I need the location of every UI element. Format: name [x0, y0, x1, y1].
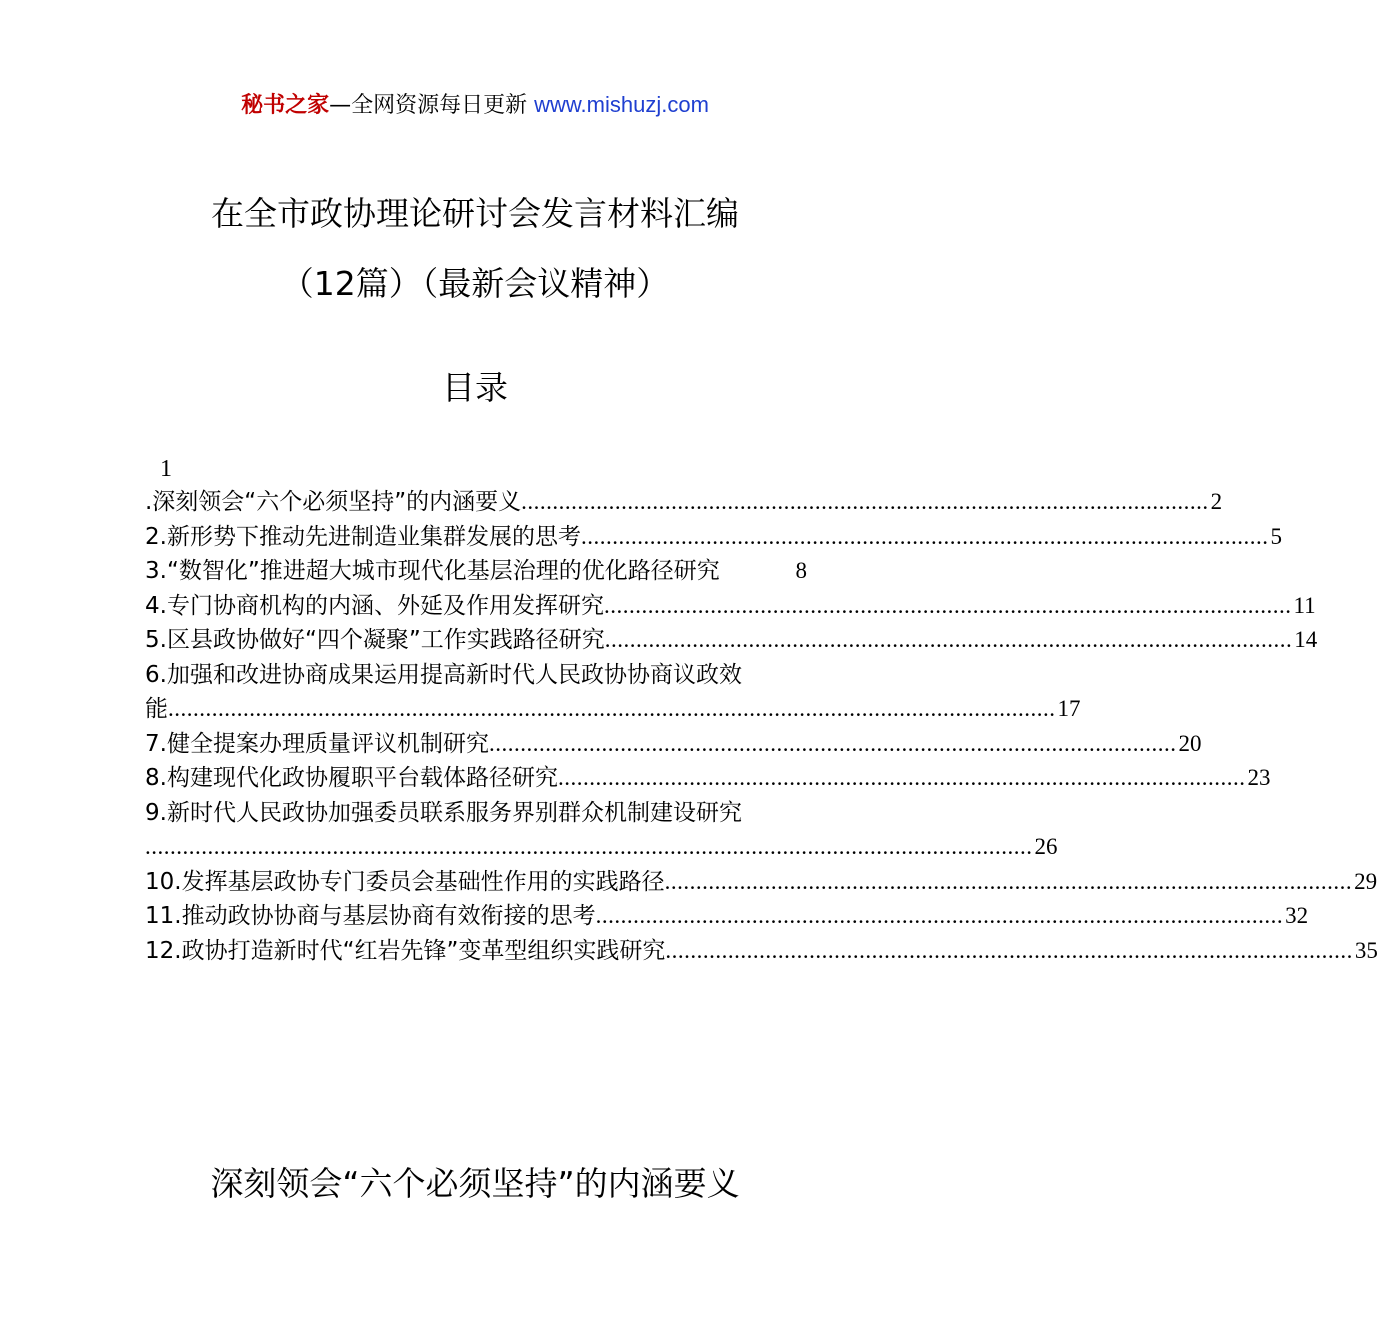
toc-entry-page: 23 [1247, 765, 1271, 790]
toc-entry-label: 5.区县政协做好“四个凝聚”工作实践路径研究 [145, 627, 605, 653]
toc-entry-label: 12.政协打造新时代“红岩先锋”变革型组织实践研究 [145, 937, 666, 964]
toc-entry-page: 26 [1034, 834, 1058, 859]
site-url-link[interactable]: www.mishuzj.com [534, 92, 709, 117]
toc-entry-label-continued: 能 [145, 696, 168, 722]
toc-entry-label: 11.推动政协协商与基层协商有效衔接的思考 [145, 903, 596, 929]
toc-entry-page: 11 [1293, 592, 1316, 618]
toc-entry-label: 3.“数智化”推进超大城市现代化基层治理的优化路径研究 [145, 558, 720, 584]
toc-entry-3[interactable] [145, 554, 807, 589]
document-title: 在全市政协理论研讨会发言材料汇编 [211, 194, 739, 233]
toc-entry-7[interactable] [145, 727, 1202, 762]
toc-entry-page: 17 [1057, 696, 1081, 721]
toc-entry-page: 8 [795, 558, 807, 583]
toc-entry-4[interactable] [145, 589, 1316, 624]
toc-entry-label: .深刻领会“六个必须坚持”的内涵要义 [145, 489, 522, 515]
toc-leader-dots: .............................................................................................................. [521, 489, 1209, 514]
toc-entry-label: 6.加强和改进协商成果运用提高新时代人民政协协商议政效 [145, 661, 742, 688]
toc-entry-page: 2 [1210, 489, 1223, 514]
toc-leader-dots: .............................................................................................................................................. [168, 696, 1056, 721]
toc-entry-5[interactable] [145, 623, 1318, 658]
toc-entry-page: 20 [1178, 730, 1202, 756]
toc-entry-label: 9.新时代人民政协加强委员联系服务界别群众机制建设研究 [145, 799, 742, 826]
document-subtitle: （12篇）（最新会议精神） [280, 264, 670, 303]
toc-leader-dots: .............................................................................................................. [488, 730, 1177, 756]
toc-leader-dots: .............................................................................................................. [604, 627, 1293, 652]
toc-entry-2[interactable] [145, 520, 1282, 555]
toc-first-number: 1 [160, 456, 172, 482]
toc-entry-6[interactable] [145, 658, 807, 693]
toc-leader-dots: .............................................................................................................. [595, 903, 1284, 928]
toc-entry-9-continued[interactable] [145, 830, 1058, 865]
toc-entry-page: 32 [1285, 903, 1309, 928]
site-banner [0, 90, 950, 121]
toc-entry-label: 4.专门协商机构的内涵、外延及作用发挥研究 [145, 592, 604, 619]
table-of-contents [145, 485, 1378, 968]
toc-entry-8[interactable] [145, 761, 1271, 796]
toc-leader-dots [720, 554, 794, 589]
toc-heading: 目录 [442, 368, 508, 407]
toc-entry-page: 5 [1270, 523, 1282, 549]
toc-entry-label: 10.发挥基层政协专门委员会基础性作用的实践路径 [145, 868, 665, 895]
toc-leader-dots: .............................................................................................................. [603, 592, 1292, 618]
brand-name: 秘书之家 [241, 93, 330, 118]
toc-entry-11[interactable] [145, 899, 1309, 934]
toc-leader-dots: .............................................................................................................. [664, 868, 1353, 894]
toc-entry-label: 8.构建现代化政协履职平台载体路径研究 [145, 765, 558, 791]
section-heading: 深刻领会“六个必须坚持”的内涵要义 [210, 1164, 740, 1203]
toc-entry-12[interactable] [145, 934, 1378, 969]
toc-entry-9[interactable] [145, 796, 807, 831]
toc-entry-page: 35 [1354, 937, 1378, 963]
toc-entry-page: 29 [1354, 868, 1378, 894]
toc-entry-1[interactable] [145, 485, 1223, 520]
toc-entry-page: 14 [1294, 627, 1318, 652]
toc-entry-label: 2.新形势下推动先进制造业集群发展的思考 [145, 523, 581, 550]
toc-entry-label: 7.健全提案办理质量评议机制研究 [145, 730, 489, 757]
toc-leader-dots: .............................................................................................................. [580, 523, 1269, 549]
toc-leader-dots: .............................................................................................................................................. [145, 834, 1033, 859]
toc-entry-10[interactable] [145, 865, 1378, 900]
toc-leader-dots: .............................................................................................................. [665, 937, 1353, 963]
toc-entry-6-continued[interactable] [145, 692, 1081, 727]
banner-tagline: —全网资源每日更新 [329, 93, 535, 118]
toc-leader-dots: .............................................................................................................. [557, 765, 1246, 790]
